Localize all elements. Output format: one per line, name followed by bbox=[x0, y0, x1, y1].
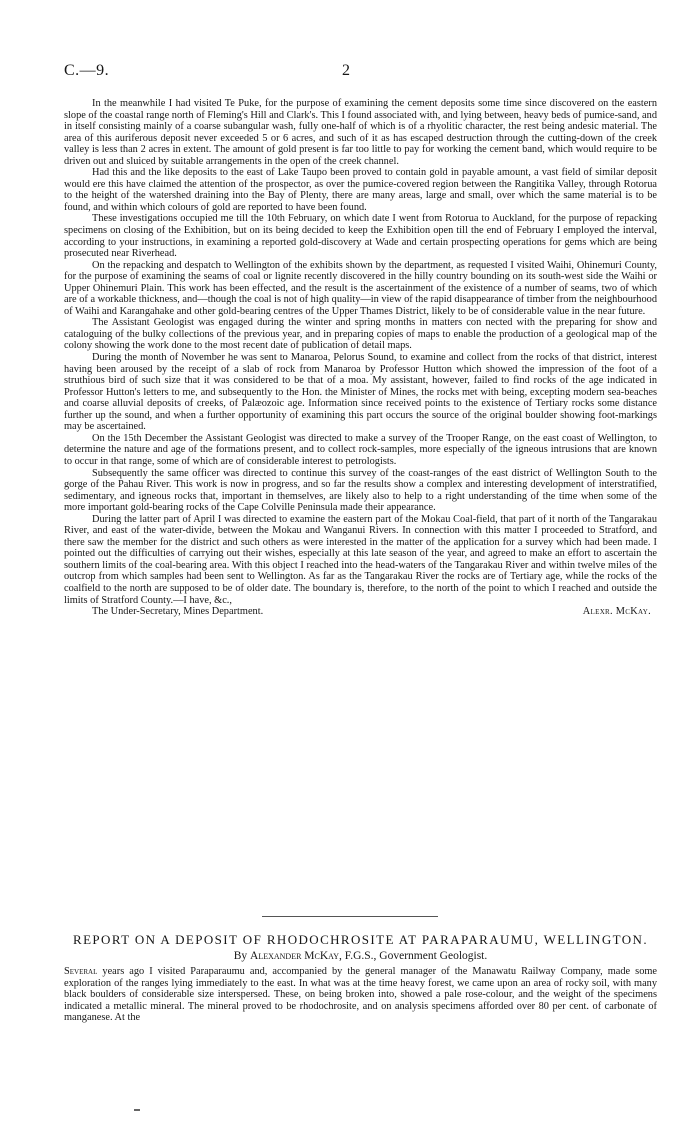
report-text: years ago I visited Paraparaumu and, accompanied by the general manager of the Manawatu Railway Company, made some exploration of the ranges lying immediately to the east. In what was at the time heavy forest, we came upon an area of rocky soil, with many black boulders of considerable size interspersed. These, on being broken into, showed a pale rose-colour, and the weight of the specimens indicated a metallic mineral. The mineral proved to be rhodochrosite, and on analysis specimens afforded over 80 per cent. of carbonate of manganese. At the bbox=[64, 966, 658, 1024]
paragraph: On the 15th December the Assistant Geologist was directed to make a survey of the Trooper Range, on the east coast of Wellington, to determine the nature and age of the formations present, and to collect rock-samples, more especially of the igneous intrusions that are known to occur in that range, some of which are of considerable interest to petrologists. bbox=[64, 432, 657, 467]
page-number: 2 bbox=[342, 62, 350, 79]
section-divider bbox=[262, 916, 438, 917]
author-name: Alexander McKay bbox=[250, 949, 339, 962]
addressee: The Under-Secretary, Mines Department. bbox=[92, 606, 264, 618]
report-paragraph bbox=[64, 966, 657, 1024]
opening-word: Several bbox=[64, 966, 98, 978]
stray-print-mark bbox=[134, 1109, 140, 1111]
signature: Alexr. McKay. bbox=[582, 606, 651, 618]
paragraph: On the repacking and despatch to Wellington of the exhibits shown by the department, as requested I visited Waihi, Ohinemuri County, for the purpose of examining the seams of coal or lignite recently discovered in the hilly country bounding on its south-west side the Waihi or Upper Ohinemuri Plain. This work has been effected, and the result is the ascertainment of the existence of a number of seams, two of which are of a workable thickness, and—though the coal is not of high quality—in view of the rapid disappearance of timber from the neighbourhood of Waihi and Karangahake and other gold-bearing centres of the Upper Thames District, likely to be of considerable value in the near future. bbox=[64, 259, 657, 317]
report-section bbox=[64, 934, 657, 1024]
letter-body bbox=[64, 98, 657, 618]
document-reference: C.—9. bbox=[64, 62, 110, 79]
signoff bbox=[64, 606, 657, 618]
paragraph: These investigations occupied me till the 10th February, on which date I went from Rotorua to Auckland, for the purpose of repacking specimens on closing of the Exhibition, but on its being decided to keep the Exhibition open till the end of February I employed the interval, according to your instructions, in examining a reported gold-discovery at Wade and certain prospecting operations for gems which are being prosecuted near Riverhead. bbox=[64, 213, 657, 260]
paragraph: Had this and the like deposits to the east of Lake Taupo been proved to contain gold in payable amount, a vast field of similar deposit would ere this have claimed the attention of the prospector, as over the pumice-covered region between the Rangitika Valley, through Rotorua to the height of the watershed draining into the Bay of Plenty, there are many areas, large and small, over which the same material is to be found, and within which colours of gold are reported to have been found. bbox=[64, 167, 657, 213]
report-title: REPORT ON A DEPOSIT OF RHODOCHROSITE AT PARAPARAUMU, WELLINGTON. bbox=[73, 932, 648, 947]
paragraph: During the month of November he was sent to Manaroa, Pelorus Sound, to examine and collect from the rocks of that district, interest having been aroused by the receipt of a slab of rock from Manaroa by Professor Hutton which showed the impression of the foot of a struthious bird of such size that it was considered to be that of a moa. My assistant, however, failed to find rocks of the age indicated in Professor Hutton's letters to me, and subsequently to the Hon. the Minister of Mines, the rocks met with being, excepting modern sea-beaches and coarse alluvial deposits of creeks, of Palæozoic age. Information since received points to the existence of Tertiary rocks some distance further up the sound, and when a further opportunity of examining this part occurs the source of the original boulder showing foot-markings may be ascertained. bbox=[64, 352, 657, 433]
paragraph: Subsequently the same officer was directed to continue this survey of the coast-ranges of the east district of Wellington South to the gorge of the Pahau River. This work is now in progress, and so far the results show a complex and interesting development of interstratified, sedimentary, and igneous rocks that, important in themselves, are likely also to help to a right understanding of the time when some of the more important gold-bearing rocks of the Cape Colville Peninsula made their appearance. bbox=[64, 467, 657, 514]
report-byline bbox=[64, 951, 657, 963]
paragraph: During the latter part of April I was directed to examine the eastern part of the Mokau Coal-field, that part of it north of the Tangarakau River, and east of the water-divide, between the Mokau and Wanganui Rivers. In connection with this matter I proceeded to Stratford, and there saw the member for the district and such others as were interested in the matter of the application for a survey which had been made. I pointed out the difficulties of carrying out their wishes, especially at this late season of the year, and agreed to make an effort to ascertain the southern limits of the coal-bearing area. With this object I reached into the head-waters of the Tangarakau River and within twelve miles of the outcrop from which samples had been sent to Wellington. As far as the Tangarakau River the rocks are of Tertiary age, while the rocks of the coalfield to the north are supposed to be of older date. The boundary is, therefore, to the north of the point to which I reached and outside the limits of Stratford County.—I have, &c., bbox=[64, 513, 657, 606]
paragraph: The Assistant Geologist was engaged during the winter and spring months in matters con nected with the preparing for show and cataloguing of the bulky collections of the previous year, and in preparing copies of maps to enable the production of a geological map of the colony showing the work done to the most recent date of publication of detail maps. bbox=[64, 317, 657, 352]
byline-prefix: By bbox=[233, 949, 248, 962]
author-credentials: , F.G.S., Government Geologist. bbox=[339, 949, 488, 962]
paragraph: In the meanwhile I had visited Te Puke, for the purpose of examining the cement deposits some time since discovered on the eastern slope of the coastal range north of Fleming's Hill and Clark's. This I found associated with, and lying between, heavy beds of pumice-sand, and in itself consisting mainly of a coarse subangular wash, fully one-half of which is of a rhyolitic character, the rest being andesic material. The area of this auriferous deposit never exceeded 5 or 6 acres, and such of it as has escaped destruction through the cutting-down of the creek valley is less than 2 acres in extent. The amount of gold present is far too little to pay for working the cement band, which would require to be driven out and sluiced by suitable arrangements in the open of the creek channel. bbox=[64, 98, 657, 167]
